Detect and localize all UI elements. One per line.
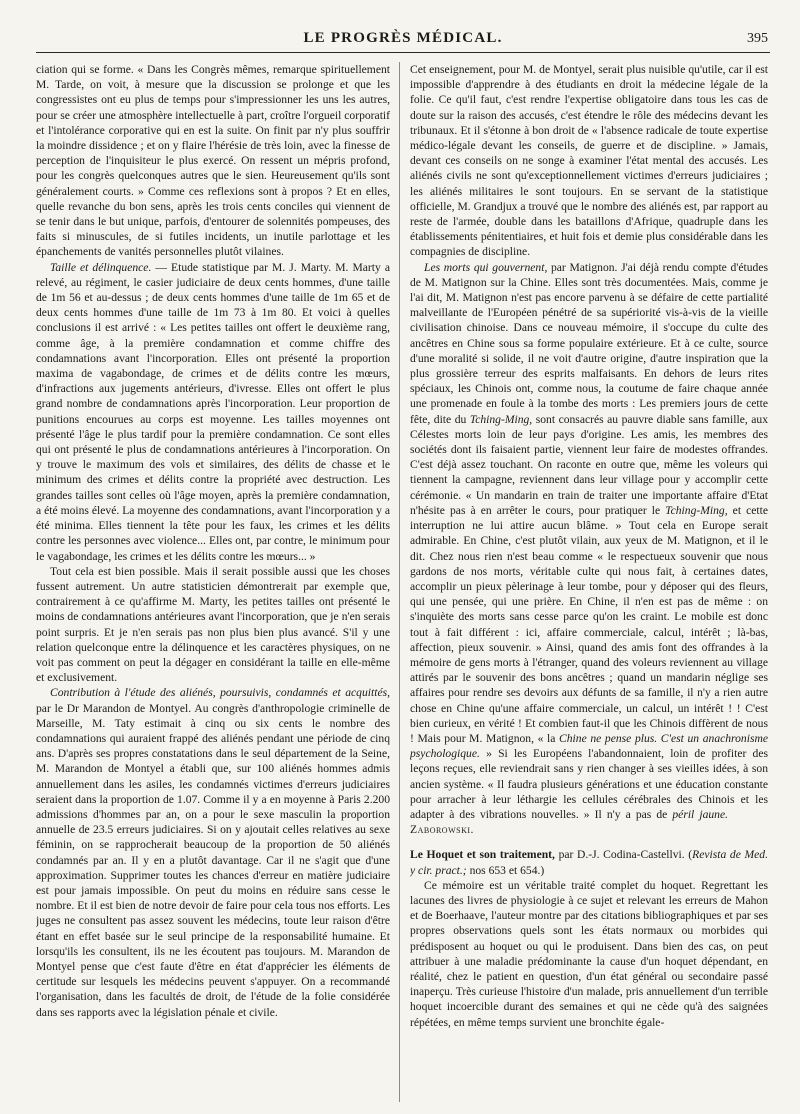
morts-text-d: » Si les Européens l'abandonnaient, loin de profiter des leçons reçues, elle reviendrait sans y rien changer à ses vieilles idées, à son ancien système. « Il faudra plusieurs générations et une éducation constante pour arracher à leur léthargie les cellules cérébrales des Chinois et les adapter à des vibrations nouvelles. » Il n'y a pas de <box>410 747 768 821</box>
section-title-alienes: Contribution à l'étude des aliénés, poursuivis, condamnés et acquittés, <box>50 686 390 700</box>
paragraph-montyel: Cet enseignement, pour M. de Montyel, serait plus nuisible qu'utile, car il est impossible d'apprendre à des étudiants en droit la médecine légale de la folie. Ce qu'il faut, c'est rendre l'expertise obligatoire dans tous les cas de doute sur la raison des accusés, c'est étendre le rôle des médecins devant les tribunaux. Et il s'étonne à bon droit de « l'absence radicale de toute expertise médico-légale devant les conseils, de guerre et de discipline. » Jamais, devant ces conseils on ne songe à examiner l'état mental des accusés. Les aliénés civils ne sont qu'exceptionnellement victimes d'erreurs judiciaires ; les aliénés militaires le sont toujours. En se servant de la statistique officielle, M. Grandjux a trouvé que le nombre des aliénés est, par rapport au reste de l'armée, double dans les bataillons d'Afrique, quadruple dans les établissements pénitentiaires, et huit fois et demie plus considérable dans les compagnies de discipline. <box>410 63 768 259</box>
article-heading <box>410 847 768 877</box>
column-divider <box>399 62 400 1102</box>
term-tching-ming-2: Tching-Ming, <box>665 503 728 517</box>
alienes-text: par le Dr Marandon de Montyel. Au congrès d'anthropologie criminelle de Marseille, M. Taty estimait à cinq ou six cents le nombre des condamnations qui auraient frappé des aliénés pendant une période de cinq ans. D'après ses propres constatations dans le seul département de la Seine, M. Marandon de Montyel a établi que, sur 100 aliénés hommes admis annuellement dans les asiles, les condamnés victimes d'erreurs judiciaires seraient dans la proportion de 1.07. Comme il y a en moyenne à Paris 2.200 admissions d'hommes par an, on a pour le sexe masculin la proportion annuelle de 23.5 erreurs judiciaires. Si on y ajoutait celles relatives au sexe féminin, on se rapprocherait beaucoup de la proportion de 50 aliénés condamnés par an. Il y en a plutôt davantage. Car il ne s'agit que d'une approximation. Supprimer toutes les chances d'erreur en matière judiciaire est pour jamais impossible. On peut du moins en réduire sans cesse le nombre. Et il est bien de notre devoir de faire pour cela tous nos efforts. Les juges ne consultent pas assez souvent les médecins, toute leur raison d'être étant en effet basée sur le seul principe de la responsabilité humaine. Et lorsqu'ils les consultent, ils ne les écoutent pas toujours. M. Marandon de Montyel pense que c'est faute d'être en état d'apprécier les éléments de certitude sur lesquels les médecins peuvent s'appuyer. On a recommandé l'organisation, dans les facultés de droit, de l'étude de la folie considérée dans ses rapports avec la législation pénale et civile. <box>36 701 390 1019</box>
article-issue: nos 653 et 654.) <box>466 863 545 877</box>
page-number: 395 <box>747 31 768 46</box>
article-byline: par D.-J. Codina-Castellvi. ( <box>554 848 693 862</box>
morts-text-a: par Matignon. J'ai déjà rendu compte d'études de M. Matignon sur la Chine. Elles sont très documentées. Mais, comme je l'ai dit, M. Matignon n'est pas encore parvenu à se défaire de cette partialité malveillante de l'Européen pénétré de sa supériorité vis-à-vis de la vieille civilisation chinoise. Dans ce nouveau mémoire, il s'occupe du culte des ancêtres en Chine sous sa forme populaire extérieure. Et à ce culte, source d'une moralité si solide, il ne voit d'autre origine, d'autre inspiration que la plus grossière terreur des esprits malfaisants. En dehors de leurs rites spéciaux, les Chinois ont, comme nous, la coutume de faire chaque année une promenade en foule à la tombe des morts : Les premiers jours de cette fête, dite du <box>410 260 768 426</box>
section-title-taille: Taille et délinquence. <box>50 260 152 274</box>
paragraph-hoquet: Ce mémoire est un véritable traité complet du hoquet. Regrettant les lacunes des livres de physiologie à ce sujet et relevant les erreurs de Mahon et de Boerhaave, l'auteur montre par des citations bibliographiques et par ses propres observations quels sont les états normaux ou morbides qui prédisposent au hoquet ou qui le produisent. Dans bien des cas, on peut attribuer à une maladie prédominante la cause d'un hoquet dépendant, en réalité, chez le patient en question, d'un état général ou secondaire passé inaperçu. Très curieuse l'histoire d'un malade, pris annuellement d'un terrible hoquet incoercible durant des semaines et qui ne cède qu'à des saignées répétées, en même temps survient une bronchite égale- <box>410 878 768 1029</box>
left-column <box>36 62 390 1102</box>
right-column <box>410 62 768 1102</box>
article-title: Le Hoquet et son traitement, <box>410 848 555 862</box>
author-signature: Zaborowski. <box>410 823 474 837</box>
paragraph-alienes <box>36 685 390 1019</box>
section-title-morts: Les morts qui gouvernent, <box>424 260 548 274</box>
running-title: LE PROGRÈS MÉDICAL. <box>303 30 503 46</box>
section-spacer <box>410 837 768 847</box>
morts-text-c: et cette interruption ne lui attire aucun blâme. » Tout cela en Europe serait admirable. En Chine, c'est plutôt vilain, aux yeux de M. Matignon, et il le dit. Chez nous rien n'est beau comme « le respectueux souvenir que nous gardons de nos morts, véritable culte qui nous fait, à certaines dates, accomplir un pieux pèlerinage à leur tombe, pour y déposer qui des fleurs, qui une pensée, qui une prière. En Chine, il n'en est pas de même : on s'inquiète des morts sans cesse parce qu'on les craint. Le mobile est donc tout à fait différent : ici, affaire commerciale, calcul, intérêt ; là-bas, affection, pieux souvenir. » Ainsi, quand des amis font des offrandes à la mémoire de gens morts à l'étranger, quand des voleurs reviennent au village attirés par le souvenir des bons ancêtres ; quand un mandarin néglige ses affaires pour rendre ses devoirs aux défunts de sa famille, il n'y a rien autre chose en Chine qu'une affaire commerciale, un calcul, un intérêt ! ! C'est bien curieux, en vérité ! Et combien faut-il que les Chinois diffèrent de nous ! Mais pour M. Matignon, « la <box>410 503 768 745</box>
article-source: Revista de Med. y cir. pract.; <box>410 848 768 877</box>
morts-text-b: sont consacrés au pauvre diable sans famille, aux Célestes morts loin de leur pays d'origine. Les amis, les membres des sociétés dont ils faisaient partie, viennent leur faire de modestes offrandes. C'est déjà assez touchant. On raconte en outre que, même les voleurs qui tiennent la campagne, reviennent dans leur village pour y accomplir cette cérémonie. « Un mandarin en train de traiter une importante affaire d'Etat n'hésite pas à en arrêter le cours, pour pratiquer le <box>410 412 768 517</box>
phrase-peril-jaune: péril jaune. <box>672 807 729 821</box>
paragraph-commentary: Tout cela est bien possible. Mais il serait possible aussi que les choses fussent autrement. Un autre statisticien démontrerait par exemple que, contrairement à ce qu'affirme M. Marty, les petites tailles ont présenté le moins de condamnations antérieures avant l'incorporation, que je n'en serais point surpris. Et je n'en serais pas non plus bien plus avancé. S'il y une relation quelconque entre la délinquence et les caractères physiques, on ne voit pas comment on peut la dégager en considérant la taille en elle-même et exclusivement. <box>36 564 390 685</box>
quote-chine: Chine ne pense plus. C'est un anachronisme psychologique. <box>410 731 768 761</box>
taille-text: — Etude statistique par M. J. Marty. M. Marty a relevé, au régiment, le casier judiciaire de deux cents hommes, d'une taille de 1m 56 et au-dessus ; de deux cents hommes d'une taille de 1m 65 et de deux cents hommes d'une taille de 1m 73 à 1m 80. Et voici à quelles conclusions il est arrivé : « Les petites tailles ont offert le deuxième rang, comme âge, à la première condamnation et comme chiffre des condamnations avant l'incorporation. Elles ont présenté la proportion maxima de vagabondage, de crimes et de délits contre les mœurs, d'infractions aux jugements antérieurs, d'ivresse. Elles ont offert le plus grand nombre de condamnations après l'incorporation. Leur proportion de punitions encourues au corps est moyenne. Les tailles moyennes ont présenté l'âge le plus tardif pour la première condamnation. Ce sont elles qui ont présenté le plus de condamnations antérieures à l'incorporation. On y trouve le maximum des vols et similaires, des délits de chasse et le minimum des crimes et délits contre la propriété avec destruction. Les grandes tailles sont celles où l'âge moyen, après la première condamnation, a été moins élevé. La moyenne des condamnations, avant l'incorporation y a été minima. Elles tiennent la tête pour les faux, les crimes et les délits contre les personnes avec violence... Elles ont, par contre, le minimum pour le vagabondage, les crimes et les délits contre les mœurs... » <box>36 260 390 563</box>
term-tching-ming: Tching-Ming, <box>469 412 533 426</box>
page-header <box>36 30 770 53</box>
paragraph-taille-delinquence <box>36 260 390 564</box>
paragraph-tarde-quote: ciation qui se forme. « Dans les Congrès mêmes, remarque spirituellement M. Tarde, on voit, à mesure que la discussion se prolonge et que les congressistes ont eu plus de temps pour s'impressionner les uns les autres, pour se créer une atmosphère intellectuelle à part, croître l'orgueil corporatif et l'intolérance corporative qui en est la suite. On finit par n'y plus souffrir la moindre dissidence ; et on y flaire l'hérésie de très loin, avec la finesse de perception de l'inquisiteur le plus exercé. On ressent un mépris profond, pour les congrès quelconques autres que le sien. Heureusement qu'ils sont généralement courts. » Comme ces reflexions sont à propos ? Et en elles, quelle revanche du bon sens, après les trois cents conciles qui viennent de se tenir dans le but unique, parfois, d'entourer de solennités pompeuses, des faits si minuscules, de si futiles incidents, un inutile parlottage et les épanchements de vanités personnelles plutôt vilaines. <box>36 63 390 259</box>
paragraph-morts-gouvernent <box>410 260 768 838</box>
